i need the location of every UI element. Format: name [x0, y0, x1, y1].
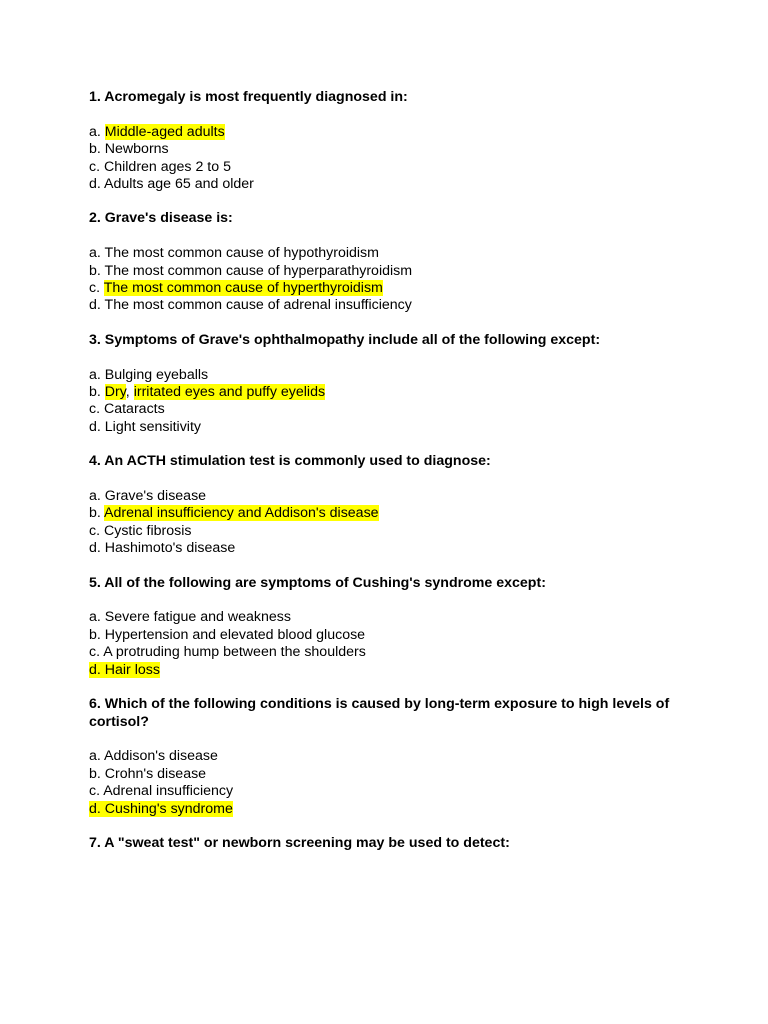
quiz-page [89, 89, 689, 870]
answer-option [89, 766, 689, 783]
highlighted-answer-text: Dry [104, 384, 126, 401]
answer-option [89, 662, 689, 679]
option-prefix: d. [89, 176, 104, 193]
answer-option [89, 748, 689, 765]
highlighted-answer-text: irritated eyes and puffy eyelids [133, 384, 326, 401]
option-text: Severe fatigue and weakness [104, 609, 291, 626]
option-text: Grave's disease [104, 488, 207, 505]
answer-option [89, 523, 689, 540]
answer-option [89, 505, 689, 522]
question-text: 2. Grave's disease is: [89, 210, 233, 227]
option-prefix: a. [89, 123, 105, 140]
answer-option [89, 627, 689, 644]
option-prefix: d. [89, 540, 105, 557]
option-prefix: c. [89, 522, 104, 539]
option-prefix: b. [89, 384, 105, 401]
option-prefix: b. [89, 262, 105, 279]
option-text: Adrenal insufficiency [103, 783, 234, 800]
answer-option [89, 419, 689, 436]
question-2 [89, 210, 689, 314]
option-prefix: c. [89, 644, 104, 661]
answer-option [89, 644, 689, 661]
question-6 [89, 696, 689, 818]
answer-option [89, 141, 689, 158]
answer-option [89, 488, 689, 505]
answer-option [89, 176, 689, 193]
question-4 [89, 453, 689, 557]
option-text: Light sensitivity [104, 418, 201, 435]
option-prefix: c. [89, 158, 104, 175]
option-text: Cataracts [103, 401, 165, 418]
option-text: Hashimoto's disease [104, 540, 236, 557]
option-prefix: a. [89, 488, 105, 505]
answer-option [89, 245, 689, 262]
option-prefix: b. [89, 141, 105, 158]
question-3 [89, 332, 689, 436]
question-text: 5. All of the following are symptoms of Cushing's syndrome except: [89, 574, 546, 591]
answer-option [89, 783, 689, 800]
option-prefix: d. [89, 418, 105, 435]
question-7 [89, 835, 689, 852]
option-prefix: c. [89, 401, 104, 418]
option-text: Bulging eyeballs [104, 366, 209, 383]
option-prefix: a. [89, 748, 104, 765]
option-prefix: a. [89, 366, 105, 383]
option-text: The most common cause of hypothyroidism [104, 245, 379, 262]
option-prefix: a. [89, 245, 105, 262]
option-prefix: a. [89, 609, 105, 626]
question-text: 6. Which of the following conditions is caused by long-term exposure to high levels of cortisol? [89, 696, 670, 730]
option-text: Newborns [104, 141, 169, 158]
answer-option [89, 159, 689, 176]
question-5 [89, 575, 689, 679]
answer-option [89, 384, 689, 401]
option-text: The most common cause of hyperparathyroidism [104, 262, 413, 279]
option-text: Addison's disease [104, 748, 218, 765]
answer-option [89, 297, 689, 314]
option-prefix: b. [89, 765, 105, 782]
question-text: 1. Acromegaly is most frequently diagnosed in: [89, 89, 408, 105]
answer-option [89, 801, 689, 818]
highlighted-answer-text: Middle-aged adults [104, 123, 225, 140]
question-text: 7. A "sweat test" or newborn screening may be used to detect: [89, 834, 510, 851]
option-text: Cystic fibrosis [103, 522, 192, 539]
answer-option [89, 609, 689, 626]
answer-option [89, 263, 689, 280]
option-text: Children ages 2 to 5 [103, 158, 231, 175]
option-prefix: d. [89, 297, 105, 314]
answer-option [89, 367, 689, 384]
highlighted-answer-text: The most common cause of hyperthyroidism [103, 280, 383, 297]
option-text: Crohn's disease [104, 765, 207, 782]
highlighted-answer-text: Adrenal insufficiency and Addison's disease [104, 505, 379, 522]
answer-option [89, 401, 689, 418]
question-1 [89, 89, 689, 193]
highlighted-answer-text: d. Cushing's syndrome [89, 800, 233, 817]
option-prefix: b. [89, 626, 105, 643]
highlighted-answer-text: d. Hair loss [89, 661, 160, 678]
option-text: A protruding hump between the shoulders [103, 644, 366, 661]
option-prefix: c. [89, 280, 104, 297]
option-text: The most common cause of adrenal insufficiency [104, 297, 412, 314]
answer-option [89, 124, 689, 141]
answer-option [89, 540, 689, 557]
question-text: 3. Symptoms of Grave's ophthalmopathy include all of the following except: [89, 331, 601, 348]
option-prefix: b. [89, 505, 104, 522]
option-text: , [125, 384, 134, 401]
option-text: Hypertension and elevated blood glucose [104, 626, 366, 643]
answer-option [89, 280, 689, 297]
option-prefix: c. [89, 783, 104, 800]
question-text: 4. An ACTH stimulation test is commonly used to diagnose: [89, 453, 491, 470]
option-text: Adults age 65 and older [104, 176, 254, 193]
